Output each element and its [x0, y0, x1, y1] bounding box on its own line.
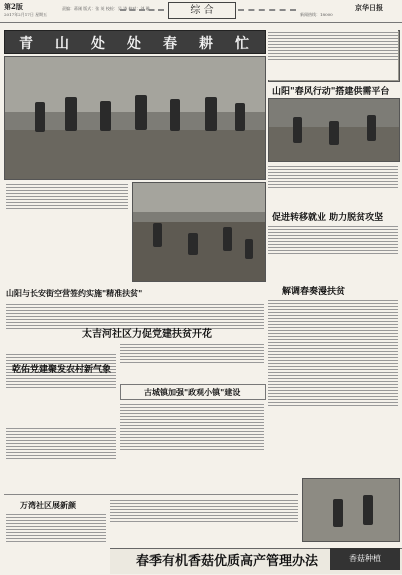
banner-char: 山 — [55, 36, 69, 52]
article-spring-action — [268, 164, 398, 206]
headline-wanwan: 万湾社区展新颜 — [20, 500, 76, 510]
article-town — [120, 402, 264, 492]
banner-char: 处 — [127, 36, 141, 52]
headline-community: 太吉河社区力促党建扶贫开花 — [82, 329, 212, 340]
article-employment — [268, 224, 398, 280]
article-community — [120, 342, 264, 382]
banner-title — [4, 30, 266, 54]
section-title: 综 合 — [168, 2, 236, 19]
page-number: 第2版 — [4, 2, 23, 11]
headline-employment: 促进转移就业 助力脱贫攻坚 — [272, 213, 384, 223]
headline-signing: 山阳与长安街空营签约实施"精准扶贫" — [6, 288, 143, 298]
article-wanwan — [6, 512, 106, 572]
article-qianyou-cont — [6, 426, 116, 492]
banner-char: 青 — [19, 36, 33, 52]
publish-info: 新闻热线：18000 — [300, 12, 333, 17]
header-dash-right — [238, 9, 296, 11]
headline-spring-action: 山阳"春风行动"搭建供需平台 — [272, 87, 390, 97]
headline-qianyou: 乾佑党建聚发农村新气象 — [12, 365, 112, 375]
banner-char: 春 — [163, 36, 177, 52]
photo-village-gathering — [4, 56, 266, 180]
ad-logo: 香菇种植 — [330, 548, 400, 570]
banner-char: 忙 — [235, 36, 249, 52]
header-dash-left — [120, 9, 164, 11]
article-spring-tune — [268, 298, 398, 478]
issue-date: 2017年2月17日 星期五 — [4, 12, 48, 17]
photo-right-bottom — [302, 478, 400, 542]
banner-char: 处 — [91, 36, 105, 52]
article-bottom-columns — [110, 498, 298, 546]
divider — [4, 494, 298, 495]
newspaper-brand: 京华日报 — [355, 3, 383, 12]
editors-line: 责编：蒋刚 版式：张 英 校检：吴 涛 校对：刘 璇 — [62, 6, 150, 11]
photo-field-planting — [132, 182, 266, 282]
photo-spring-action — [268, 98, 400, 162]
photo-caption-block — [6, 182, 128, 244]
headline-town: 古城镇加强"政观小镇"建设 — [144, 387, 241, 397]
page-header — [0, 0, 402, 23]
banner-char: 耕 — [199, 36, 213, 52]
headline-spring-tune: 解调春奏漫扶贫 — [282, 287, 346, 297]
ad-title: 春季有机香菇优质高产管理办法 — [136, 554, 319, 569]
article-right-top — [268, 30, 398, 80]
